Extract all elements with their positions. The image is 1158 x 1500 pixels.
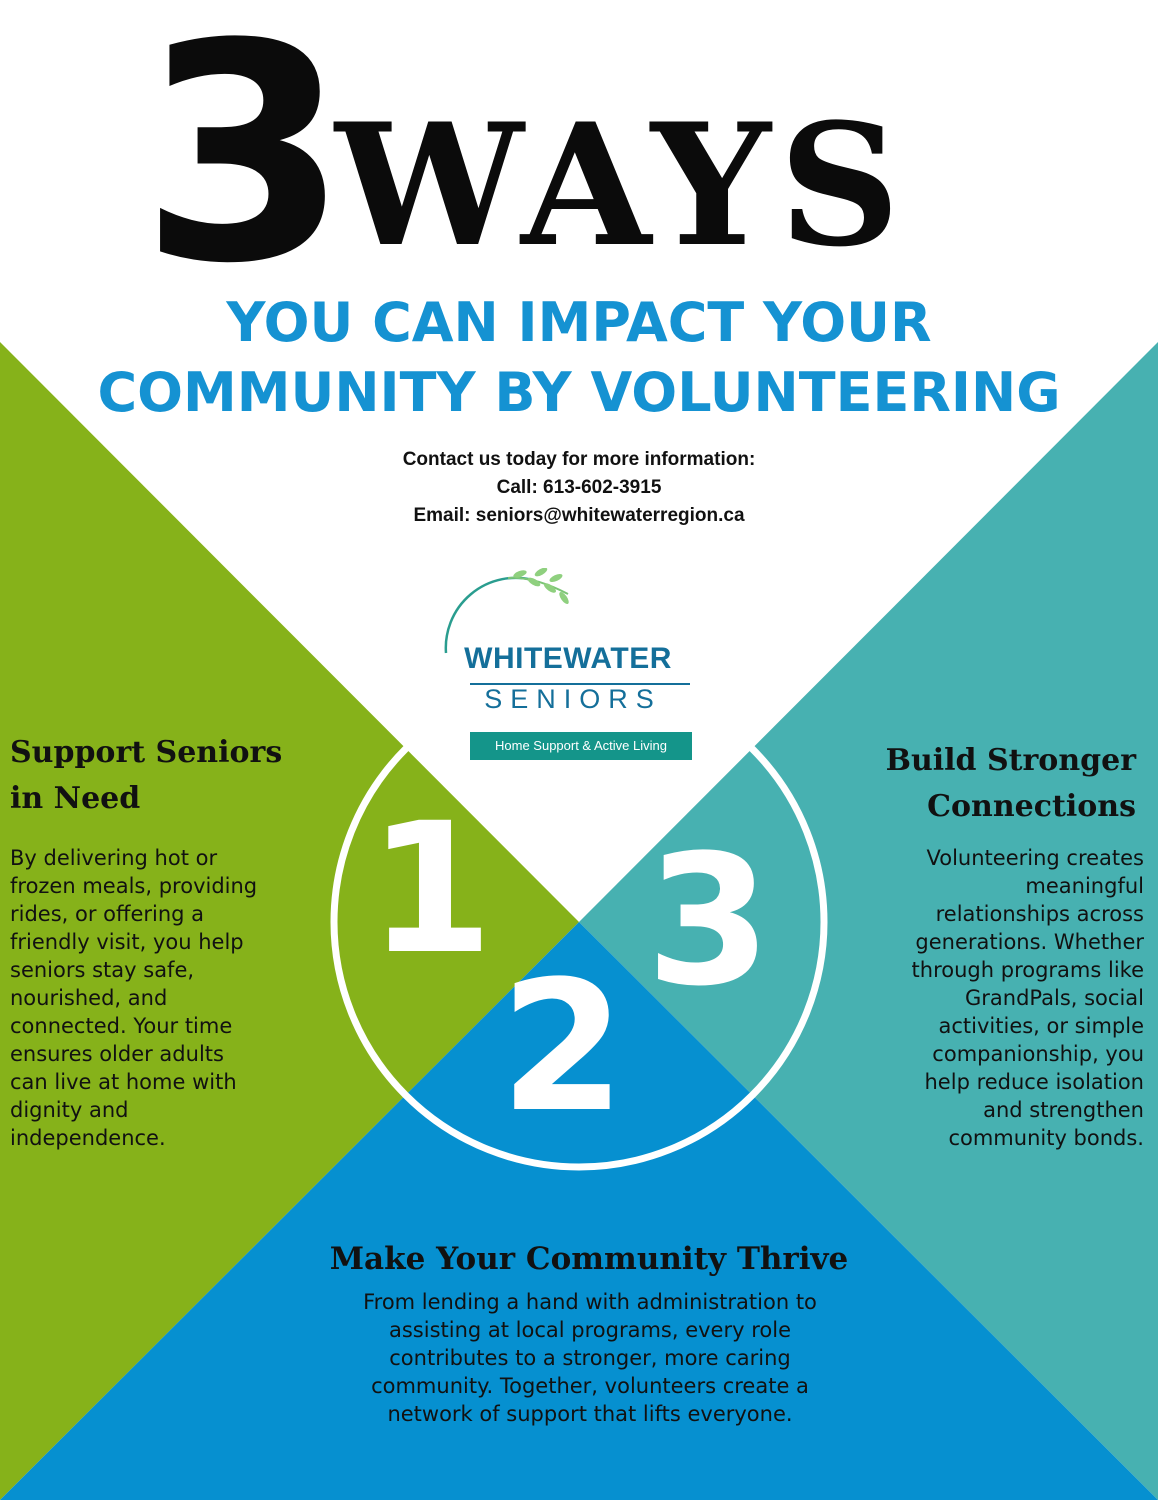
section-one-title-line-1: Support Seniors (10, 735, 283, 770)
logo-name: WHITEWATER (464, 642, 672, 675)
section-three-line: relationships across (935, 902, 1144, 926)
section-three-line: generations. Whether (915, 930, 1144, 954)
number-one: 1 (368, 785, 494, 994)
section-two-title: Make Your Community Thrive (329, 1241, 849, 1277)
section-three-line: meaningful (1025, 874, 1144, 898)
section-two-line: From lending a hand with administration to (363, 1290, 817, 1314)
number-two: 2 (500, 943, 626, 1152)
whitewater-seniors-logo (438, 568, 698, 768)
section-three-body (846, 844, 1144, 1152)
section-three-line: and strengthen (983, 1098, 1144, 1122)
section-one-line: connected. Your time (10, 1014, 233, 1038)
contact-phone[interactable]: Call: 613-602-3915 (496, 477, 662, 498)
section-one-title (10, 730, 310, 822)
section-two-line: community. Together, volunteers create a (371, 1374, 809, 1398)
logo-subname: SENIORS (484, 684, 662, 714)
section-three-line: activities, or simple (938, 1014, 1144, 1038)
section-three-line: help reduce isolation (924, 1070, 1144, 1094)
section-one-line: By delivering hot or (10, 846, 218, 870)
subtitle-line-1: YOU CAN IMPACT YOUR (226, 291, 932, 354)
section-one-line: ensures older adults (10, 1042, 224, 1066)
section-three-line: through programs like (911, 958, 1144, 982)
section-one-line: can live at home with (10, 1070, 237, 1094)
number-three: 3 (646, 817, 772, 1026)
section-two-line: contributes to a stronger, more caring (389, 1346, 791, 1370)
section-two-line: network of support that lifts everyone. (387, 1402, 793, 1426)
contact-email[interactable]: Email: seniors@whitewaterregion.ca (413, 505, 745, 526)
subtitle-line-2: COMMUNITY BY VOLUNTEERING (97, 361, 1061, 424)
contact-intro: Contact us today for more information: (402, 449, 756, 470)
headline-number: 3 (140, 0, 339, 329)
section-one-line: nourished, and (10, 986, 168, 1010)
section-two-line: assisting at local programs, every role (388, 1318, 791, 1342)
section-two-body (290, 1288, 890, 1428)
section-one-line: frozen meals, providing (10, 874, 258, 898)
section-one-line: friendly visit, you help (10, 930, 244, 954)
section-three-title-line-1: Build Stronger (885, 743, 1136, 778)
section-three-line: Volunteering creates (926, 846, 1144, 870)
section-three-line: GrandPals, social (964, 986, 1144, 1010)
headline-word: WAYS (335, 86, 909, 284)
section-one-body (10, 844, 315, 1152)
section-one-line: independence. (10, 1126, 166, 1150)
section-three-line: companionship, you (932, 1042, 1144, 1066)
section-three-title-line-2: Connections (927, 789, 1136, 824)
section-one-title-line-2: in Need (10, 781, 141, 816)
section-three-line: community bonds. (948, 1126, 1144, 1150)
section-one-line: seniors stay safe, (10, 958, 195, 982)
section-three-title (810, 738, 1136, 830)
section-one-line: rides, or offering a (10, 902, 205, 926)
section-one-line: dignity and (10, 1098, 129, 1122)
contact-block (0, 446, 1158, 530)
logo-tagline: Home Support & Active Living (470, 732, 692, 760)
